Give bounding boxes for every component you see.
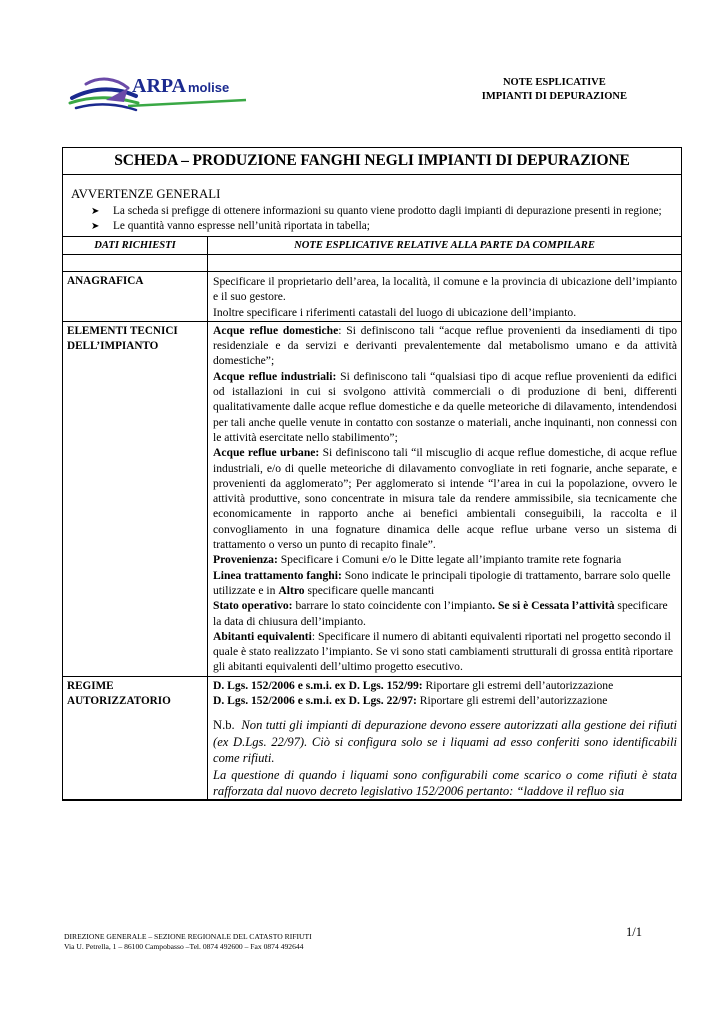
column-header-left-text: DATI RICHIESTI bbox=[94, 240, 176, 251]
term-acque-industriali: Acque reflue industriali: bbox=[213, 369, 337, 383]
row-content-cell bbox=[208, 272, 682, 322]
scheda-sheet bbox=[62, 147, 682, 801]
warning-item-text: La scheda si prefigge di ottenere informazioni su quanto viene prodotto dagli impianti di depurazione presenti in regione; bbox=[113, 205, 662, 217]
general-warnings bbox=[63, 175, 681, 236]
row-label-line2: AUTORIZZATORIO bbox=[67, 694, 171, 707]
stato-operativo-paragraph bbox=[213, 598, 677, 629]
nota-bene-paragraph-2 bbox=[213, 767, 677, 800]
nota-bene-paragraph-1 bbox=[213, 717, 677, 766]
acque-urbane-paragraph bbox=[213, 445, 677, 552]
term-abitanti-equivalenti: Abitanti equivalenti bbox=[213, 629, 312, 643]
row-label-line1: ELEMENTI TECNICI bbox=[67, 324, 178, 337]
text-stato-a: barrare lo stato coincidente con l’impianto bbox=[292, 599, 493, 613]
regime-line-22-97 bbox=[213, 693, 677, 708]
column-header-right bbox=[208, 237, 682, 255]
nota-bene-text-2: La questione di quando i liquami sono configurabili come scarico o come rifiuti è stata rafforzata dal nuovo decreto legislativo 152/2006 pertanto: “laddove il refluo sia bbox=[213, 767, 677, 798]
term-stato-operativo: Stato operativo: bbox=[213, 599, 293, 613]
row-label-cell bbox=[63, 272, 208, 322]
acque-domestiche-paragraph bbox=[213, 323, 677, 369]
term-provenienza: Provenienza: bbox=[213, 553, 278, 567]
column-header-right-text: NOTE ESPLICATIVE RELATIVE ALLA PARTE DA COMPILARE bbox=[294, 240, 595, 251]
text-dlgs-152-99: Riportare gli estremi dell’autorizzazione bbox=[422, 678, 614, 692]
text-stato-b: . Se si è bbox=[492, 599, 532, 613]
anagrafica-text-2: Inoltre specificare i riferimenti catastali del luogo di ubicazione dell’impianto. bbox=[213, 305, 577, 319]
table-row-anagrafica bbox=[63, 272, 681, 322]
nota-bene bbox=[213, 717, 677, 799]
column-header-left bbox=[63, 237, 208, 255]
table-row-elementi-tecnici bbox=[63, 321, 681, 676]
row-content-cell bbox=[208, 676, 682, 800]
table-spacer-row bbox=[63, 255, 681, 272]
row-label-elementi-tecnici bbox=[63, 322, 207, 354]
term-acque-domestiche: Acque reflue domestiche bbox=[213, 323, 339, 337]
header-note-line1: NOTE ESPLICATIVE bbox=[502, 77, 606, 88]
warnings-list bbox=[71, 204, 675, 234]
anagrafica-text-1: Specificare il proprietario dell’area, la località, il comune e la provincia di ubicazione dell’impianto e il suo gestore. bbox=[213, 275, 677, 304]
logo-text-sub: molise bbox=[188, 80, 230, 95]
term-altro: Altro bbox=[278, 583, 305, 597]
row-label-cell bbox=[63, 321, 208, 676]
text-abitanti-equivalenti: : Specificare il numero di abitanti equivalenti riportati nel progetto secondo il quale è stato realizzato l’impianto. Se vi sono stati cambiamenti strutturali di grossa entità riportare gli abitanti equivalenti dell’ultimo progetto esecutivo. bbox=[213, 629, 674, 674]
footer-address bbox=[64, 932, 312, 952]
logo-graphic-icon bbox=[66, 70, 248, 116]
text-provenienza: Specificare i Comuni e/o le Ditte legate all’impianto tramite rete fognaria bbox=[277, 553, 622, 567]
notes-table bbox=[63, 236, 681, 800]
term-dlgs-22-97: D. Lgs. 152/2006 e s.m.i. ex D. Lgs. 22/97: bbox=[213, 694, 417, 708]
arrow-bullet-icon: ➤ bbox=[91, 221, 100, 232]
warning-item bbox=[71, 219, 675, 234]
acque-industriali-paragraph bbox=[213, 369, 677, 445]
text-linea-fanghi-b: specificare quelle mancanti bbox=[304, 583, 435, 597]
row-label-cell bbox=[63, 676, 208, 800]
provenienza-paragraph bbox=[213, 552, 677, 567]
text-acque-industriali: Si definiscono tali “qualsiasi tipo di acque reflue provenienti da edifici od istallazioni in cui si svolgono attività commerciali o di produzione di beni, differenti qualitativamente dalle acque reflue domestiche e da quelle meteoriche di dilavamento, intendendosi per tali anche quelle venute in contatto con sostanze o materiali, anche inquinanti, non connessi con le attività esercitate nello stabilimento”; bbox=[213, 369, 677, 444]
linea-fanghi-paragraph bbox=[213, 568, 677, 599]
nota-bene-text: Non tutti gli impianti di depurazione devono essere autorizzati alla gestione dei rifiuti (ex D.Lgs. 22/97). Ciò si configura solo se i liquami ad esso conferiti sono identificabili come rifiuti. bbox=[213, 718, 677, 766]
footer-line2: Via U. Petrella, 1 – 86100 Campobasso –Tel. 0874 492600 – Fax 0874 492644 bbox=[64, 942, 304, 951]
row-label-line2: DELL’IMPIANTO bbox=[67, 340, 159, 353]
row-label-line1: REGIME bbox=[67, 679, 114, 692]
footer-line1: DIREZIONE GENERALE – SEZIONE REGIONALE DEL CATASTO RIFIUTI bbox=[64, 932, 312, 941]
warning-item-text: Le quantità vanno espresse nell’unità riportata in tabella; bbox=[113, 220, 370, 232]
text-dlgs-22-97: Riportare gli estremi dell’autorizzazione bbox=[416, 694, 608, 708]
text-acque-urbane: Si definiscono tali “il miscuglio di acque reflue domestiche, di acque reflue industriali, e/o di quelle meteoriche di dilavamento convogliate in reti fognarie, anche separate, e provenienti da agglomerato”; Per agglomerato si intende “l’area in cui la popolazione, ovvero le attività produttive, sono concentrate in misura tale da rendere ammissibile, sia tecnicamente che economicamente in rapporto anche ai benefici ambientali conseguibili, la raccolta e il convogliamento in una fognature dinamica delle acque reflue urbane verso un sistema di trattamento o verso un punto di recapito finale”. bbox=[213, 446, 677, 552]
page-number: 1/1 bbox=[626, 925, 642, 939]
row-label-anagrafica: ANAGRAFICA bbox=[67, 275, 144, 287]
table-header-row bbox=[63, 237, 681, 255]
spacer-cell-left bbox=[63, 255, 208, 272]
text-linea-fanghi-a: Sono indicate le principali tipologie di trattamento, barrare solo quelle utilizzate e in bbox=[213, 568, 671, 597]
anagrafica-notes bbox=[208, 272, 681, 321]
abitanti-equivalenti-paragraph bbox=[213, 629, 677, 675]
text-acque-domestiche: : Si definiscono tali “acque reflue provenienti da insediamenti di tipo residenziale e da servizi e derivanti prevalentemente dal metabolismo umano e da attività domestiche”; bbox=[213, 323, 677, 368]
term-linea-fanghi: Linea trattamento fanghi: bbox=[213, 568, 342, 582]
nota-bene-label: N.b. bbox=[213, 718, 235, 733]
table-row-regime-autorizzatorio bbox=[63, 676, 681, 800]
term-cessata-attivita: Cessata l’attività bbox=[531, 599, 615, 613]
sheet-title: SCHEDA – PRODUZIONE FANGHI NEGLI IMPIANTI DI DEPURAZIONE bbox=[63, 148, 681, 175]
header-note bbox=[482, 76, 627, 104]
term-acque-urbane: Acque reflue urbane: bbox=[213, 446, 320, 460]
row-content-cell bbox=[208, 321, 682, 676]
warnings-heading: AVVERTENZE GENERALI bbox=[71, 187, 221, 201]
header-note-line2: IMPIANTI DI DEPURAZIONE bbox=[481, 91, 627, 102]
arrow-bullet-icon: ➤ bbox=[91, 206, 100, 217]
text-stato-c: specificare la data di chiusura dell’impianto. bbox=[213, 599, 668, 628]
regime-line-152-99 bbox=[213, 678, 677, 693]
regime-notes bbox=[208, 677, 681, 800]
warning-item bbox=[71, 204, 675, 219]
arpa-molise-logo bbox=[66, 70, 248, 116]
logo-text-main: ARPA bbox=[132, 75, 187, 97]
elementi-tecnici-notes bbox=[208, 322, 681, 676]
spacer-cell-right bbox=[208, 255, 682, 272]
row-label-regime bbox=[63, 677, 207, 709]
term-dlgs-152-99: D. Lgs. 152/2006 e s.m.i. ex D. Lgs. 152/99: bbox=[213, 678, 423, 692]
